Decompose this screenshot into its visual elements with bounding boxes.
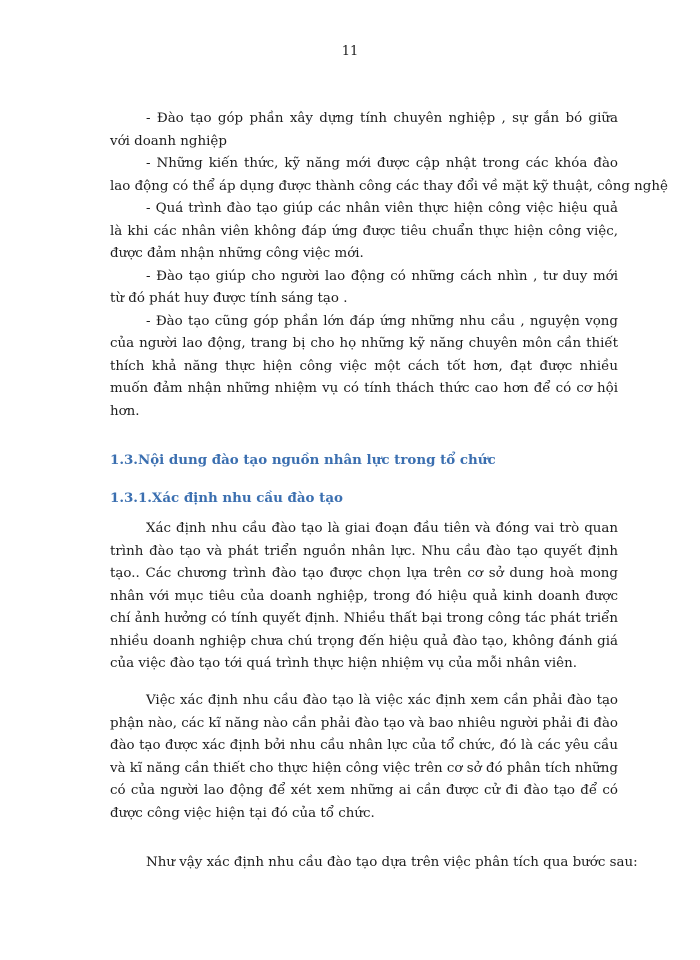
paragraph-line: đào tạo được xác định bởi nhu cầu nhân lực của tổ chức, đó là các yêu cầu: [110, 738, 618, 753]
list-item-line: - Những kiến thức, kỹ năng mới được cập nhật trong các khóa đào: [146, 156, 618, 171]
paragraph-line: nhiều doanh nghiệp chưa chú trọng đến hiệu quả đào tạo, không đánh giá: [110, 633, 618, 649]
paragraph-line: có của người lao động để xét xem những ai cần được cử đi đào tạo để có: [110, 783, 618, 798]
paragraph: [110, 690, 618, 825]
subsection-heading: 1.3.1.Xác định nhu cầu đào tạo: [110, 490, 343, 506]
list-item: [110, 266, 618, 311]
list-item-line: - Quá trình đào tạo giúp các nhân viên thực hiện công việc hiệu quả: [146, 201, 618, 216]
list-item-line: được đảm nhận những công việc mới.: [110, 246, 364, 261]
list-item: [110, 311, 618, 424]
list-item-line: - Đào tạo giúp cho người lao động có những cách nhìn , tư duy mới: [146, 268, 618, 284]
list-item: [110, 153, 668, 198]
paragraph: [110, 518, 618, 676]
list-item-line: của người lao động, trang bị cho họ những kỹ năng chuyên môn cần thiết: [110, 336, 618, 351]
list-item: [110, 198, 618, 266]
paragraph: [110, 852, 638, 875]
paragraph-line: nhân với mục tiêu của doanh nghiệp, trong đó hiệu quả kinh doanh được: [110, 588, 618, 604]
benefits-list: [110, 108, 668, 423]
paragraph-line: chí ảnh hưởng có tính quyết định. Nhiều thất bại trong công tác phát triển: [110, 611, 618, 626]
list-item-line: là khi các nhân viên không đáp ứng được tiêu chuẩn thực hiện công việc,: [110, 223, 618, 239]
paragraph-line: Xác định nhu cầu đào tạo là giai đoạn đầu tiên và đóng vai trò quan: [146, 521, 618, 536]
paragraph-line: tạo.. Các chương trình đào tạo được chọn lựa trên cơ sở dung hoà mong: [110, 566, 618, 581]
list-item-line: muốn đảm nhận những nhiệm vụ có tính thách thức cao hơn để có cơ hội: [110, 381, 618, 396]
list-item-line: - Đào tạo cũng góp phần lớn đáp ứng những nhu cầu , nguyện vọng: [146, 313, 618, 329]
list-item-line: hơn.: [110, 403, 140, 419]
paragraph-line: phận nào, các kĩ năng nào cần phải đào tạo và bao nhiêu người phải đi đào: [110, 715, 618, 731]
page-number: 11: [341, 44, 359, 59]
paragraph-line: trình đào tạo và phát triển nguồn nhân lực. Nhu cầu đào tạo quyết định: [110, 543, 618, 559]
paragraph-line: và kĩ năng cần thiết cho thực hiện công việc trên cơ sở đó phân tích những: [110, 760, 618, 776]
list-item-line: từ đó phát huy được tính sáng tạo .: [110, 291, 348, 306]
list-item-line: thích khả năng thực hiện công việc một cách tốt hơn, đạt được nhiều: [110, 358, 618, 374]
paragraph-line: của việc đào tạo tới quá trình thực hiện nhiệm vụ của mỗi nhân viên.: [110, 656, 577, 671]
list-item-line: với doanh nghiệp: [110, 133, 227, 149]
paragraph-line: được công việc hiện tại đó của tổ chức.: [110, 805, 375, 821]
paragraph-line: Như vậy xác định nhu cầu đào tạo dựa trên việc phân tích qua bước sau:: [146, 855, 638, 870]
list-item-line: - Đào tạo góp phần xây dựng tính chuyên nghiệp , sự gắn bó giữa: [146, 111, 618, 126]
list-item: [110, 108, 618, 153]
list-item-line: lao động có thể áp dụng được thành công các thay đổi về mặt kỹ thuật, công nghệ: [110, 178, 668, 194]
section-heading: 1.3.Nội dung đào tạo nguồn nhân lực trong tổ chức: [110, 452, 496, 468]
paragraph-line: Việc xác định nhu cầu đào tạo là việc xác định xem cần phải đào tạo: [146, 693, 618, 708]
